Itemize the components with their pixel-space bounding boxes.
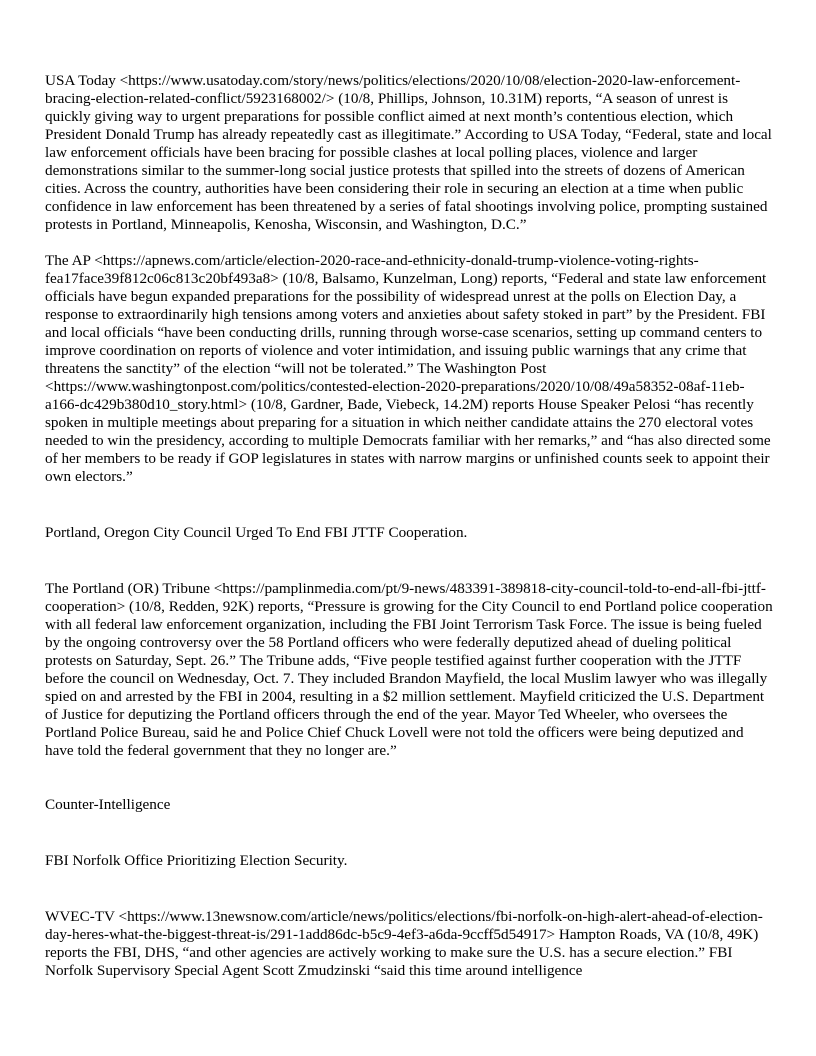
- paragraph-spacer: [45, 814, 773, 852]
- paragraph-portland-tribune: The Portland (OR) Tribune <https://pamplinmedia.com/pt/9-news/483391-389818-city-council-told-to-end-all-fbi-jttf-cooperation> (10/8, Redden, 92K) reports, “Pressure is growing for the City Council to end Portland police cooperation with all federal law enforcement organization, including the FBI Joint Terrorism Task Force. The issue is being fueled by the ongoing controversy over the 58 Portland officers who were federally deputized ahead of dueling political protests on Saturday, Sept. 26.” The Tribune adds, “Five people testified against further cooperation with the JTTF before the council on Wednesday, Oct. 7. They included Brandon Mayfield, the local Muslim lawyer who was illegally spied on and arrested by the FBI in 2004, resulting in a $2 million settlement. Mayfield criticized the U.S. Department of Justice for deputizing the Portland officers through the end of the year. Mayor Ted Wheeler, who oversees the Portland Police Bureau, said he and Police Chief Chuck Lovell were not told the officers were being deputized and have told the federal government that they no longer are.”: [45, 580, 773, 759]
- section-heading-counter-intelligence: Counter-Intelligence: [45, 796, 171, 813]
- paragraph-spacer: [45, 234, 773, 252]
- paragraph-spacer: [45, 542, 773, 580]
- document-page: [45, 72, 773, 980]
- paragraph-wvec: WVEC-TV <https://www.13newsnow.com/article/news/politics/elections/fbi-norfolk-on-high-alert-ahead-of-election-day-heres-what-the-biggest-threat-is/291-1add86dc-b5c9-4ef3-a6da-9ccff5d54917> Hampton Roads, VA (10/8, 49K) reports the FBI, DHS, “and other agencies are actively working to make sure the U.S. has a secure election.” FBI Norfolk Supervisory Special Agent Scott Zmudzinski “said this time around intelligence: [45, 908, 763, 979]
- headline-norfolk: FBI Norfolk Office Prioritizing Election Security.: [45, 852, 348, 869]
- paragraph-spacer: [45, 486, 773, 524]
- paragraph-usa-today: USA Today <https://www.usatoday.com/story/news/politics/elections/2020/10/08/election-2020-law-enforcement-bracing-election-related-conflict/5923168002/> (10/8, Phillips, Johnson, 10.31M) reports, “A season of unrest is quickly giving way to urgent preparations for possible conflict aimed at next month’s contentious election, which President Donald Trump has already repeatedly cast as illegitimate.” According to USA Today, “Federal, state and local law enforcement officials have been bracing for possible clashes at local polling places, violence and larger demonstrations similar to the summer-long social justice protests that spilled into the streets of dozens of American cities. Across the country, authorities have been considering their role in securing an election at a time when public confidence in law enforcement has been threatened by a series of fatal shootings involving police, prompting sustained protests in Portland, Minneapolis, Kenosha, Wisconsin, and Washington, D.C.”: [45, 72, 772, 233]
- paragraph-ap: The AP <https://apnews.com/article/election-2020-race-and-ethnicity-donald-trump-violence-voting-rights-fea17face39f812c06c813c20bf493a8> (10/8, Balsamo, Kunzelman, Long) reports, “Federal and state law enforcement officials have begun expanded preparations for the possibility of widespread unrest at the polls on Election Day, a response to extraordinarily high tensions among voters and anxieties about safety stoked in part” by the President. FBI and local officials “have been conducting drills, running through worse-case scenarios, setting up command centers to improve coordination on reports of violence and voter intimidation, and issuing public warnings that any crime that threatens the sanctity” of the election “will not be tolerated.” The Washington Post <https://www.washingtonpost.com/politics/contested-election-2020-preparations/2020/10/08/49a58352-08af-11eb-a166-dc429b380d10_story.html> (10/8, Gardner, Bade, Viebeck, 14.2M) reports House Speaker Pelosi “has recently spoken in multiple meetings about preparing for a situation in which neither candidate attains the 270 electoral votes needed to win the presidency, according to multiple Democrats familiar with her remarks,” and “has also directed some of her members to be ready if GOP legislatures in states with narrow margins or unfinished counts seek to appoint their own electors.”: [45, 252, 771, 485]
- headline-portland: Portland, Oregon City Council Urged To End FBI JTTF Cooperation.: [45, 524, 468, 541]
- paragraph-spacer: [45, 870, 773, 908]
- paragraph-spacer: [45, 760, 773, 796]
